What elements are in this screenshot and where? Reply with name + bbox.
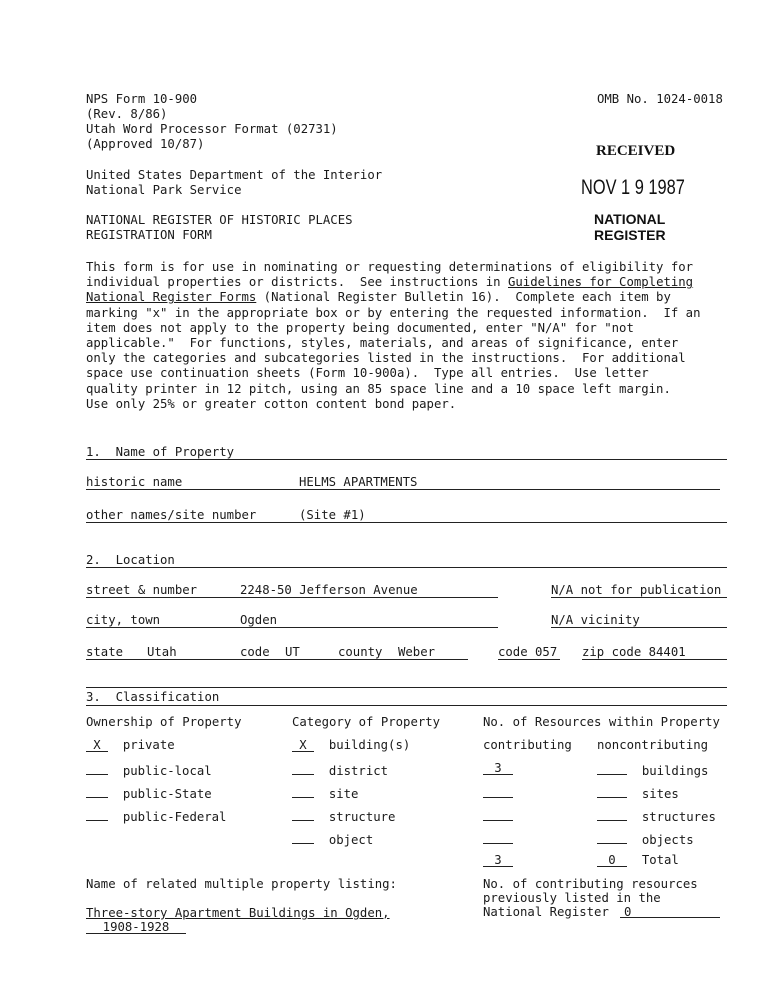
county-value[interactable]: Weber <box>398 645 436 659</box>
resource-label-buildings: buildings <box>641 764 709 778</box>
historic-name-label: historic name <box>86 475 183 489</box>
ownership-heading: Ownership of Property <box>86 715 242 729</box>
resource-row-objects-non <box>597 830 694 848</box>
form-title: NATIONAL REGISTER OF HISTORIC PLACES <box>86 213 353 227</box>
ownership-private[interactable]: X private <box>86 738 175 753</box>
form-number: NPS Form 10-900 <box>86 92 198 106</box>
ownership-public-state-mark[interactable] <box>86 784 108 798</box>
zip-code-line <box>582 659 727 660</box>
form-format: Utah Word Processor Format (02731) <box>86 122 338 136</box>
street-value[interactable]: 2248-50 Jefferson Avenue <box>240 583 418 597</box>
resource-label-sites: sites <box>641 787 679 801</box>
county-code-line <box>498 659 560 660</box>
contrib-objects[interactable] <box>483 830 513 844</box>
noncontrib-total[interactable]: 0 <box>597 853 627 867</box>
ownership-public-state[interactable]: public-State <box>86 784 212 802</box>
section-2-rule <box>86 567 727 568</box>
received-date: NOV 1 9 1987 <box>581 176 685 199</box>
noncontrib-structures[interactable] <box>597 807 627 821</box>
form-subtitle: REGISTRATION FORM <box>86 228 212 242</box>
omb-number: OMB No. 1024-0018 <box>597 92 723 106</box>
historic-name-value[interactable]: HELMS APARTMENTS <box>299 475 418 489</box>
register-forms-link: National Register Forms <box>86 290 257 305</box>
category-site-mark[interactable] <box>292 784 314 798</box>
instructions-paragraph: This form is for use in nominating or requesting determinations of eligibility for individual properties or districts. See instructions in Guidelines for Completing National Register Forms (National Register Bulletin 16). Complete each item by marking "x" in the appropriate box or by entering the requested information. If an item does not apply to the property being documented, enter "N/A" for "not applicable." For functions, styles, materials, and areas of significance, enter only the categories and subcategories listed in the instructions. For additional space use continuation sheets (Form 10-900a). Type all entries. Use letter quality printer in 12 pitch, using an 85 space line and a 10 space left margin. Use only 25% or greater cotton content bond paper. <box>86 260 701 411</box>
category-building-mark[interactable]: X <box>292 738 314 752</box>
contrib-total[interactable]: 3 <box>483 853 513 867</box>
related-listing-value-2[interactable]: 1908-1928 <box>86 920 186 935</box>
state-code-value[interactable]: UT <box>285 645 300 659</box>
state-label: state <box>86 645 124 659</box>
street-line <box>86 597 498 598</box>
resource-row-structures-non <box>597 807 716 825</box>
section-1-rule <box>86 459 727 460</box>
section-1-heading: 1. Name of Property <box>86 445 235 459</box>
vicinity-line <box>551 627 727 628</box>
other-names-label: other names/site number <box>86 508 257 522</box>
agency-service: National Park Service <box>86 183 242 197</box>
state-code-label: code <box>240 645 270 659</box>
related-listing-label: Name of related multiple property listing: <box>86 877 397 891</box>
resource-row-objects <box>483 830 513 848</box>
section-2-heading: 2. Location <box>86 553 175 567</box>
form-approval: (Approved 10/87) <box>86 137 205 151</box>
previously-listed-value[interactable]: 0 <box>620 905 720 920</box>
noncontrib-objects[interactable] <box>597 830 627 844</box>
category-district-mark[interactable] <box>292 761 314 775</box>
contrib-structures[interactable] <box>483 807 513 821</box>
resource-row-buildings-non <box>597 761 708 779</box>
resource-label-structures: structures <box>641 810 716 824</box>
resources-heading: No. of Resources within Property <box>483 715 720 729</box>
contrib-buildings[interactable]: 3 <box>483 761 513 775</box>
category-object-mark[interactable] <box>292 830 314 844</box>
resource-label-objects: objects <box>641 833 694 847</box>
state-value[interactable]: Utah <box>147 645 177 659</box>
other-names-line <box>86 522 727 523</box>
resource-label-total: Total <box>641 853 679 867</box>
ownership-public-federal-mark[interactable] <box>86 807 108 821</box>
resource-row-sites-non <box>597 784 679 802</box>
category-structure[interactable]: structure <box>292 807 395 825</box>
guidelines-link: Guidelines for Completing <box>508 275 694 290</box>
noncontrib-buildings[interactable] <box>597 761 627 775</box>
ownership-public-local-mark[interactable] <box>86 761 108 775</box>
resource-row-sites <box>483 784 513 802</box>
county-code[interactable]: code 057 <box>498 645 558 659</box>
ownership-public-local[interactable]: public-local <box>86 761 212 779</box>
category-structure-mark[interactable] <box>292 807 314 821</box>
previously-listed-label-3: National Register <box>483 905 609 919</box>
vicinity[interactable]: N/A vicinity <box>551 613 640 627</box>
noncontributing-label: noncontributing <box>597 738 709 752</box>
resource-row-total-non <box>597 853 679 868</box>
stamp-national: NATIONAL <box>594 211 666 227</box>
previously-listed-label-1: No. of contributing resources <box>483 877 698 891</box>
category-object[interactable]: object <box>292 830 373 848</box>
agency-department: United States Department of the Interior <box>86 168 383 182</box>
category-district[interactable]: district <box>292 761 388 779</box>
street-label: street & number <box>86 583 198 597</box>
category-site[interactable]: site <box>292 784 358 802</box>
related-listing-value[interactable]: Three-story Apartment Buildings in Ogden, <box>86 906 390 920</box>
category-building[interactable]: X building(s) <box>292 738 410 753</box>
historic-name-line <box>86 489 720 490</box>
received-stamp: RECEIVED <box>596 143 676 159</box>
section-3-heading: 3. Classification <box>86 690 220 704</box>
other-names-value[interactable]: (Site #1) <box>299 508 366 522</box>
resource-row-buildings <box>483 761 513 776</box>
resource-row-total <box>483 853 513 868</box>
contributing-label: contributing <box>483 738 572 752</box>
county-label: county <box>338 645 383 659</box>
noncontrib-sites[interactable] <box>597 784 627 798</box>
ownership-private-mark[interactable]: X <box>86 738 108 752</box>
not-for-publication-line <box>551 597 727 598</box>
form-revision: (Rev. 8/86) <box>86 107 168 121</box>
stamp-register: REGISTER <box>594 227 666 243</box>
previously-listed-label-2: previously listed in the <box>483 891 661 905</box>
category-heading: Category of Property <box>292 715 441 729</box>
resource-row-structures <box>483 807 513 825</box>
zip-code[interactable]: zip code 84401 <box>582 645 686 659</box>
city-line <box>86 627 498 628</box>
contrib-sites[interactable] <box>483 784 513 798</box>
city-label: city, town <box>86 613 161 627</box>
section-3-rule <box>86 705 727 706</box>
city-value[interactable]: Ogden <box>240 613 278 627</box>
state-line <box>86 659 468 660</box>
section-3-top-rule <box>86 687 727 688</box>
not-for-publication[interactable]: N/A not for publication <box>551 583 722 597</box>
ownership-public-federal[interactable]: public-Federal <box>86 807 226 825</box>
